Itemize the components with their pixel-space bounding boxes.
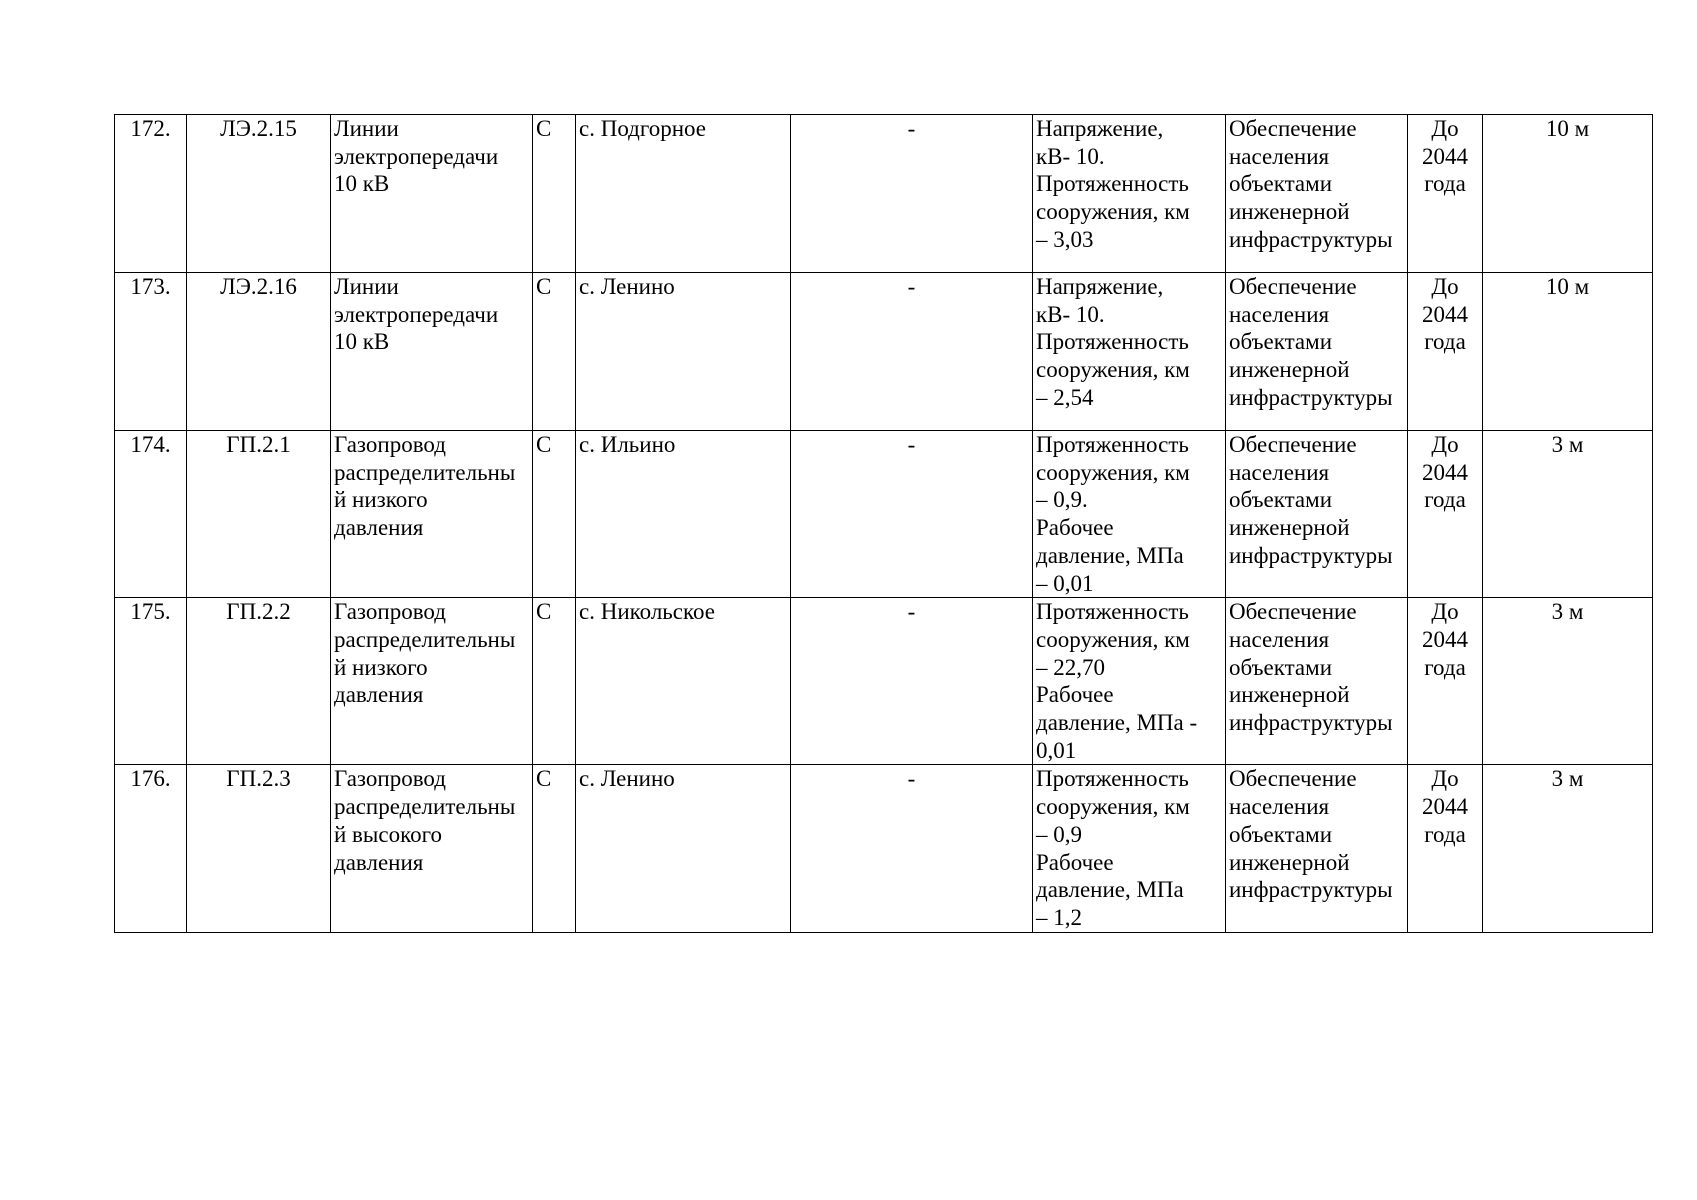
term-cell	[1408, 598, 1483, 765]
term-text: До 2044 года	[1422, 274, 1468, 355]
status-cell: С	[533, 598, 576, 765]
object-name-text: Газопровод распределительны й высокого давления	[334, 766, 516, 875]
table-row	[115, 115, 1653, 273]
location-cell: с. Ленино	[576, 273, 791, 431]
protection-zone-cell: 3 м	[1483, 765, 1653, 932]
object-code-cell: ГП.2.1	[187, 431, 331, 598]
purpose-cell	[1226, 115, 1408, 273]
term-cell	[1408, 115, 1483, 273]
characteristics-cell	[1033, 431, 1226, 598]
object-name-cell	[331, 431, 533, 598]
status-cell: С	[533, 115, 576, 273]
purpose-text: Обеспечение населения объектами инженерной инфраструктуры	[1229, 274, 1393, 410]
table-row	[115, 431, 1653, 598]
characteristics-cell	[1033, 115, 1226, 273]
object-name-text: Газопровод распределительны й низкого давления	[334, 432, 516, 541]
table-row	[115, 765, 1653, 932]
object-name-cell	[331, 598, 533, 765]
term-text: До 2044 года	[1422, 432, 1468, 513]
object-name-text: Линии электропередачи 10 кВ	[334, 274, 499, 355]
characteristics-text: Протяженность сооружения, км – 22,70 Рабочее давление, МПа - 0,01	[1036, 599, 1198, 763]
status-cell: С	[533, 273, 576, 431]
term-text: До 2044 года	[1422, 766, 1468, 847]
object-name-cell	[331, 765, 533, 932]
location-cell: с. Ленино	[576, 765, 791, 932]
zone-cell: -	[791, 765, 1033, 932]
purpose-text: Обеспечение населения объектами инженерной инфраструктуры	[1229, 766, 1393, 903]
status-cell: С	[533, 765, 576, 932]
row-number-cell: 176.	[115, 765, 187, 932]
zone-cell: -	[791, 431, 1033, 598]
location-cell: с. Подгорное	[576, 115, 791, 273]
table-row	[115, 273, 1653, 431]
purpose-cell	[1226, 598, 1408, 765]
object-name-cell	[331, 273, 533, 431]
table-body	[115, 115, 1653, 933]
object-code-cell: ЛЭ.2.16	[187, 273, 331, 431]
characteristics-text: Протяженность сооружения, км – 0,9 Рабочее давление, МПа – 1,2	[1036, 766, 1190, 930]
protection-zone-cell: 10 м	[1483, 115, 1653, 273]
row-number-cell: 174.	[115, 431, 187, 598]
characteristics-cell	[1033, 273, 1226, 431]
object-name-cell	[331, 115, 533, 273]
location-cell: с. Никольское	[576, 598, 791, 765]
object-code-cell: ЛЭ.2.15	[187, 115, 331, 273]
table-row	[115, 598, 1653, 765]
characteristics-cell	[1033, 765, 1226, 932]
zone-cell: -	[791, 273, 1033, 431]
zone-cell: -	[791, 115, 1033, 273]
purpose-cell	[1226, 765, 1408, 932]
object-name-text: Газопровод распределительны й низкого давления	[334, 599, 516, 708]
purpose-text: Обеспечение населения объектами инженерной инфраструктуры	[1229, 116, 1393, 252]
characteristics-cell	[1033, 598, 1226, 765]
purpose-cell	[1226, 273, 1408, 431]
object-name-text: Линии электропередачи 10 кВ	[334, 116, 499, 197]
term-cell	[1408, 431, 1483, 598]
purpose-text: Обеспечение населения объектами инженерной инфраструктуры	[1229, 599, 1393, 736]
characteristics-text: Протяженность сооружения, км – 0,9. Рабочее давление, МПа – 0,01	[1036, 432, 1190, 596]
protection-zone-cell: 10 м	[1483, 273, 1653, 431]
row-number-cell: 172.	[115, 115, 187, 273]
protection-zone-cell: 3 м	[1483, 598, 1653, 765]
characteristics-text: Напряжение, кВ- 10. Протяженность сооружения, км – 2,54	[1036, 274, 1190, 410]
term-text: До 2044 года	[1422, 116, 1468, 197]
characteristics-text: Напряжение, кВ- 10. Протяженность сооружения, км – 3,03	[1036, 116, 1190, 252]
term-cell	[1408, 765, 1483, 932]
infrastructure-objects-table	[114, 114, 1653, 933]
purpose-text: Обеспечение населения объектами инженерной инфраструктуры	[1229, 432, 1393, 568]
protection-zone-cell: 3 м	[1483, 431, 1653, 598]
term-cell	[1408, 273, 1483, 431]
row-number-cell: 175.	[115, 598, 187, 765]
term-text: До 2044 года	[1422, 599, 1468, 680]
object-code-cell: ГП.2.2	[187, 598, 331, 765]
object-code-cell: ГП.2.3	[187, 765, 331, 932]
location-cell: с. Ильино	[576, 431, 791, 598]
status-cell: С	[533, 431, 576, 598]
row-number-cell: 173.	[115, 273, 187, 431]
zone-cell: -	[791, 598, 1033, 765]
purpose-cell	[1226, 431, 1408, 598]
